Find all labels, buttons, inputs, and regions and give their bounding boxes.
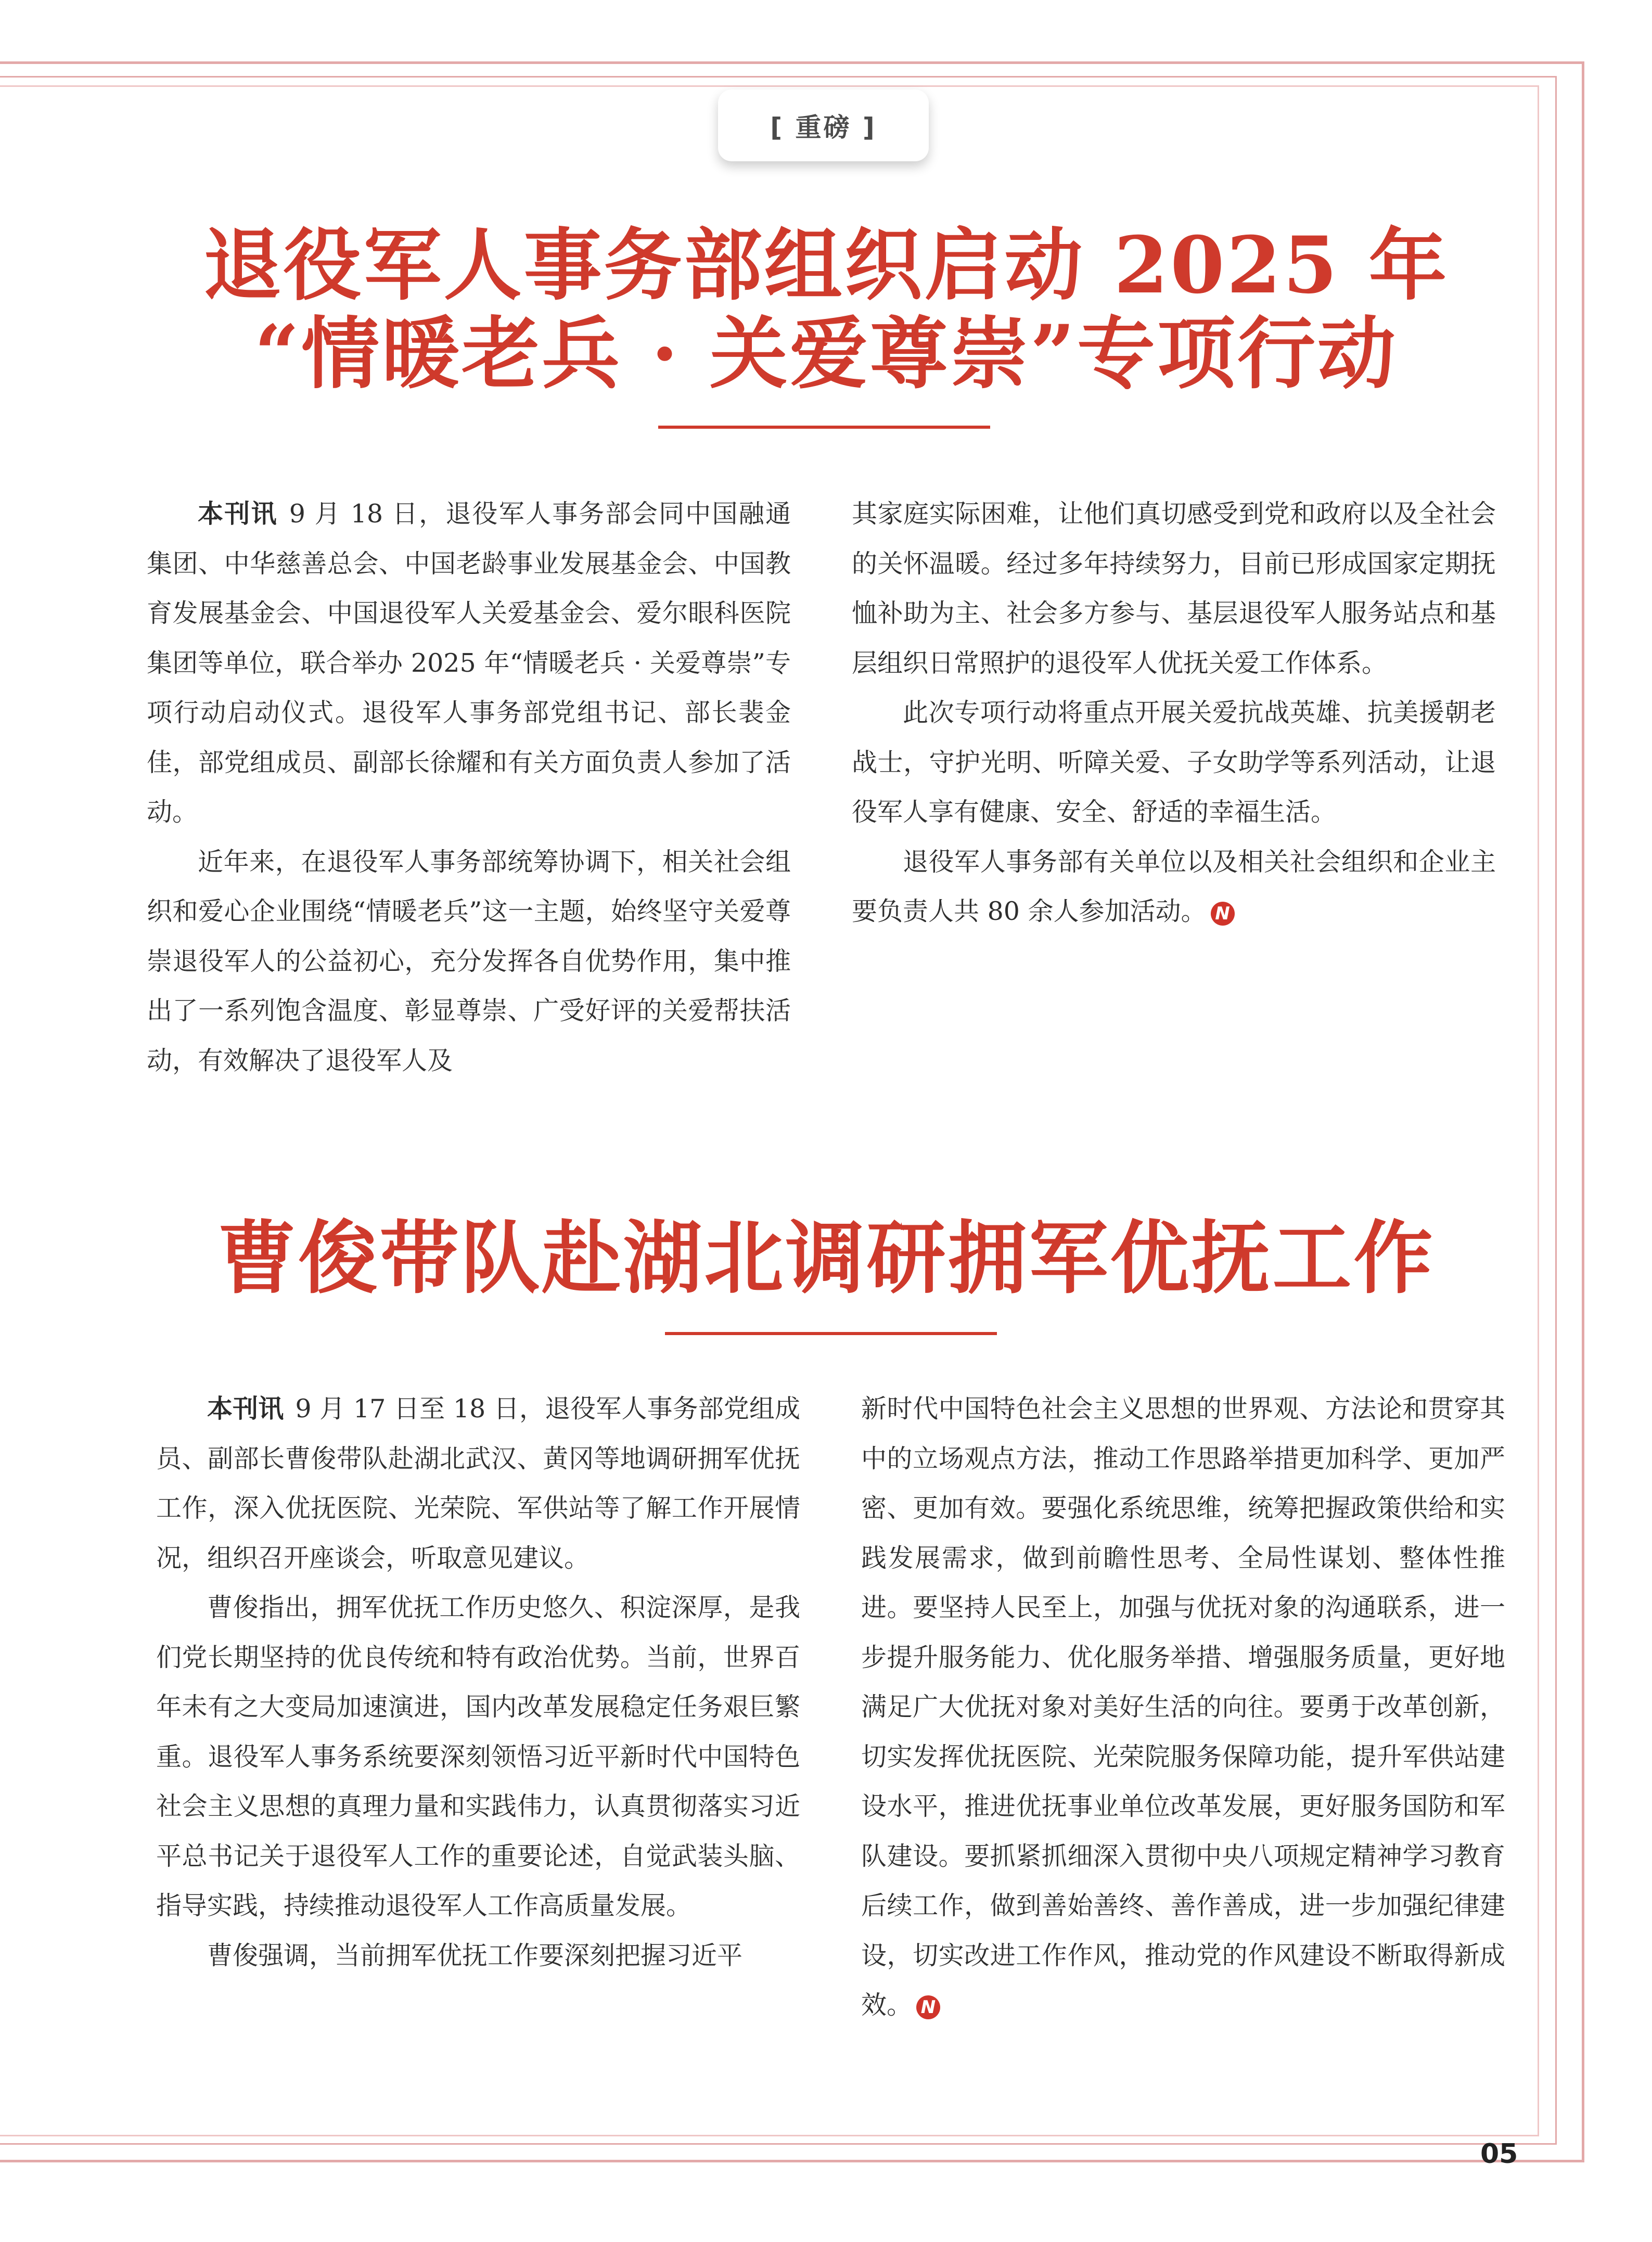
section-tag	[718, 89, 929, 161]
article1-paragraph-4	[852, 837, 1496, 937]
article2-paragraph-2: 曹俊指出，拥军优抚工作历史悠久、积淀深厚，是我们党长期坚持的优良传统和特有政治优势。当前，世界百年未有之大变局加速演进，国内改革发展稳定任务艰巨繁重。退役军人事务系统要深刻领悟习近平新时代中国特色社会主义思想的真理力量和实践伟力，认真贯彻落实习近平总书记关于退役军人工作的重要论述，自觉武装头脑、指导实践，持续推动退役军人工作高质量发展。	[156, 1593, 800, 1920]
article2-p3-cont-text: 新时代中国特色社会主义思想的世界观、方法论和贯穿其中的立场观点方法，推动工作思路举措更加科学、更加严密、更加有效。要强化系统思维，统筹把握政策供给和实践发展需求，做到前瞻性思考、全局性谋划、整体性推进。要坚持人民至上，加强与优抚对象的沟通联系，进一步提升服务能力、优化服务举措、增强服务质量，更好地满足广大优抚对象对美好生活的向往。要勇于改革创新，切实发挥优抚医院、光荣院服务保障功能，提升军供站建设水平，推进优抚事业单位改革发展，更好服务国防和军队建设。要抓紧抓细深入贯彻中央八项规定精神学习教育后续工作，做到善始善终、善作善成，进一步加强纪律建设，切实改进工作作风，推动党的作风建设不断取得新成效。	[861, 1394, 1505, 2020]
article1-p1-text: 9 月 18 日，退役军人事务部会同中国融通集团、中华慈善总会、中国老龄事业发展基金会、中国教育发展基金会、中国退役军人关爱基金会、爱尔眼科医院集团等单位，联合举办 2025 年“情暖老兵 · 关爱尊崇”专项行动启动仪式。退役军人事务部党组书记、部长裴金佳，部党组成员、副部长徐耀和有关方面负责人参加了活动。	[147, 499, 791, 827]
article2-column-right	[861, 1384, 1505, 2030]
article2-paragraph-3: 曹俊强调，当前拥军优抚工作要深刻把握习近平	[207, 1940, 743, 1970]
article1-lead: 本刊讯	[198, 499, 278, 529]
article2-title-rule	[665, 1332, 997, 1335]
page-number: 05	[1480, 2138, 1518, 2170]
article2-paragraph-3-continued	[861, 1384, 1505, 2030]
article2-paragraph-1	[156, 1384, 800, 1583]
article1-title-line1: 退役军人事务部组织启动 2025 年	[203, 220, 1449, 311]
article1-title-line2: “情暖老兵 · 关爱尊崇”专项行动	[254, 308, 1398, 400]
article2-lead: 本刊讯	[207, 1394, 284, 1424]
article1-paragraph-1	[147, 489, 791, 837]
article1-paragraph-3: 此次专项行动将重点开展关爱抗战英雄、抗美援朝老战士，守护光明、听障关爱、子女助学等系列活动，让退役军人享有健康、安全、舒适的幸福生活。	[852, 698, 1496, 827]
article1-p4-text: 退役军人事务部有关单位以及相关社会组织和企业主要负责人共 80 余人参加活动。	[852, 847, 1496, 926]
article1-title-rule	[658, 426, 990, 429]
article1-column-left	[147, 489, 791, 1085]
article2-title: 曹俊带队赴湖北调研拥军优抚工作	[217, 1211, 1435, 1304]
article-end-icon: N	[1211, 902, 1235, 926]
article1-column-right	[852, 489, 1496, 937]
section-tag-label: [ 重磅 ]	[770, 112, 877, 143]
article2-p1-text: 9 月 17 日至 18 日，退役军人事务部党组成员、副部长曹俊带队赴湖北武汉、黄冈等地调研拥军优抚工作，深入优抚医院、光荣院、军供站等了解工作开展情况，组织召开座谈会，听取意见建议。	[156, 1394, 800, 1573]
article2-column-left	[156, 1384, 800, 1980]
article1-paragraph-2: 近年来，在退役军人事务部统筹协调下，相关社会组织和爱心企业围绕“情暖老兵”这一主题，始终坚守关爱尊崇退役军人的公益初心，充分发挥各自优势作用，集中推出了一系列饱含温度、彰显尊崇、广受好评的关爱帮扶活动，有效解决了退役军人及	[147, 847, 791, 1075]
article1-paragraph-2-continued: 其家庭实际困难，让他们真切感受到党和政府以及全社会的关怀温暖。经过多年持续努力，目前已形成国家定期抚恤补助为主、社会多方参与、基层退役军人服务站点和基层组织日常照护的退役军人优抚关爱工作体系。	[852, 499, 1496, 678]
article-end-icon: N	[916, 1995, 940, 2019]
